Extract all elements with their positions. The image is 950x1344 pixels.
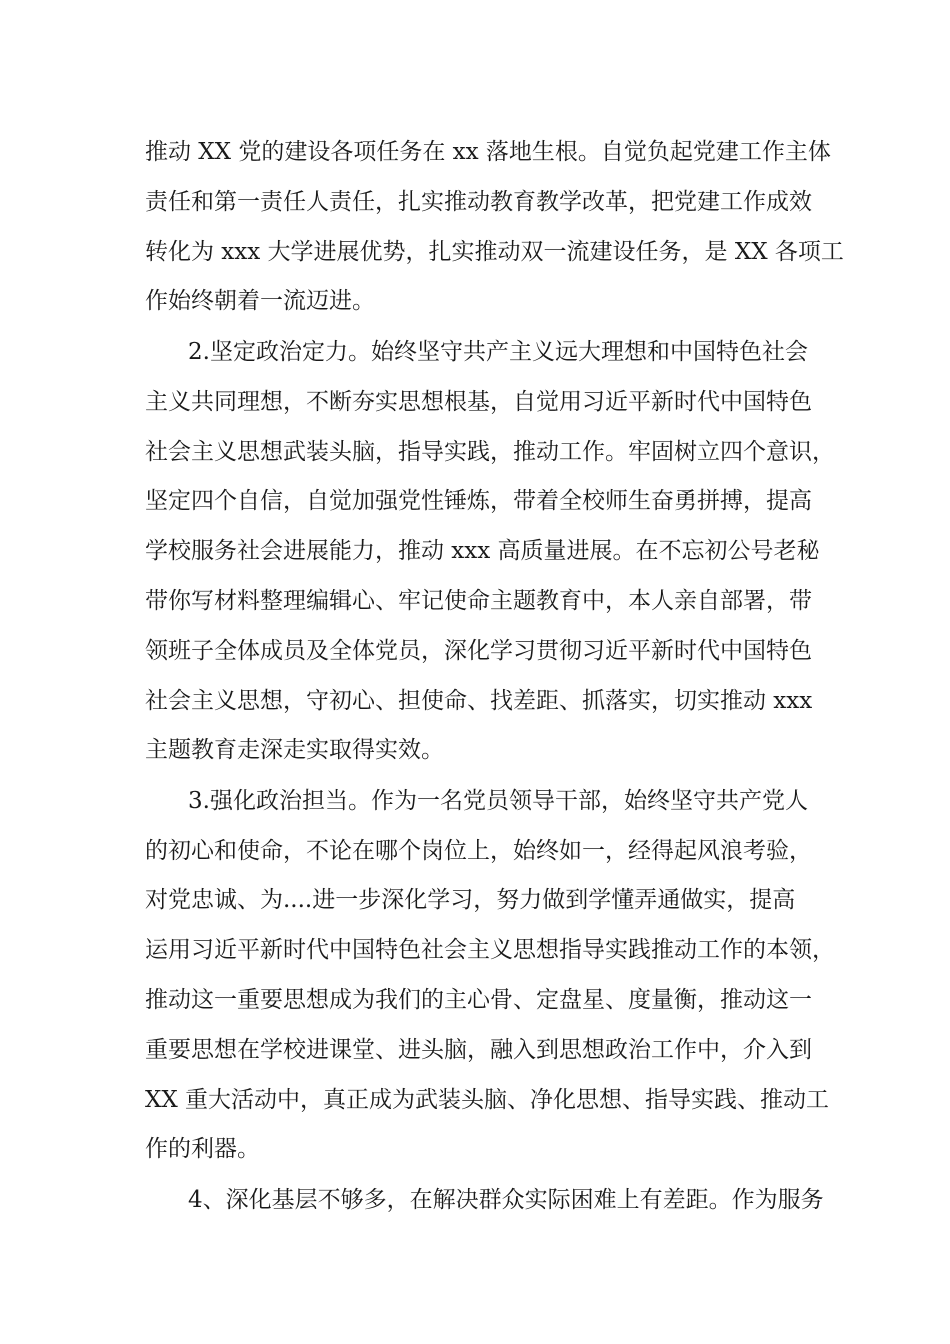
text-line: 转化为 xxx 大学进展优势，扎实推动双一流建设任务，是 XX 各项工 xyxy=(145,239,844,265)
text-line: 坚定四个自信，自觉加强党性锤炼，带着全校师生奋勇拼搏，提高 xyxy=(145,488,812,514)
text-line: 社会主义思想武装头脑，指导实践，推动工作。牢固树立四个意识， xyxy=(145,439,835,465)
paragraph-start-line: 2.坚定政治定力。始终坚守共产主义远大理想和中国特色社会 xyxy=(188,339,808,365)
paragraph-start-line: 4、深化基层不够多，在解决群众实际困难上有差距。作为服务 xyxy=(188,1187,824,1213)
text-line: 领班子全体成员及全体党员，深化学习贯彻习近平新时代中国特色 xyxy=(145,638,812,664)
text-line: 责任和第一责任人责任，扎实推动教育教学改革，把党建工作成效 xyxy=(145,189,812,215)
text-line: XX 重大活动中，真正成为武装头脑、净化思想、指导实践、推动工 xyxy=(145,1087,830,1113)
text-line: 运用习近平新时代中国特色社会主义思想指导实践推动工作的本领， xyxy=(145,937,835,963)
text-line: 主题教育走深走实取得实效。 xyxy=(145,737,444,763)
text-line: 对党忠诚、为....进一步深化学习，努力做到学懂弄通做实，提高 xyxy=(145,887,796,913)
text-line: 推动 XX 党的建设各项任务在 xx 落地生根。自觉负起党建工作主体 xyxy=(145,139,831,165)
text-line: 重要思想在学校进课堂、进头脑，融入到思想政治工作中，介入到 xyxy=(145,1037,812,1063)
text-line: 作始终朝着一流迈进。 xyxy=(145,288,375,314)
text-line: 学校服务社会进展能力，推动 xxx 高质量进展。在不忘初公号老秘 xyxy=(145,538,820,564)
paragraph-start-line: 3.强化政治担当。作为一名党员领导干部，始终坚守共产党人 xyxy=(188,788,808,814)
text-line: 带你写材料整理编辑心、牢记使命主题教育中，本人亲自部署，带 xyxy=(145,588,812,614)
text-line: 推动这一重要思想成为我们的主心骨、定盘星、度量衡，推动这一 xyxy=(145,987,812,1013)
text-line: 的初心和使命，不论在哪个岗位上，始终如一，经得起风浪考验， xyxy=(145,838,812,864)
text-line: 主义共同理想，不断夯实思想根基，自觉用习近平新时代中国特色 xyxy=(145,389,812,415)
text-line: 社会主义思想，守初心、担使命、找差距、抓落实，切实推动 xxx xyxy=(145,688,813,714)
text-line: 作的利器。 xyxy=(145,1136,260,1162)
